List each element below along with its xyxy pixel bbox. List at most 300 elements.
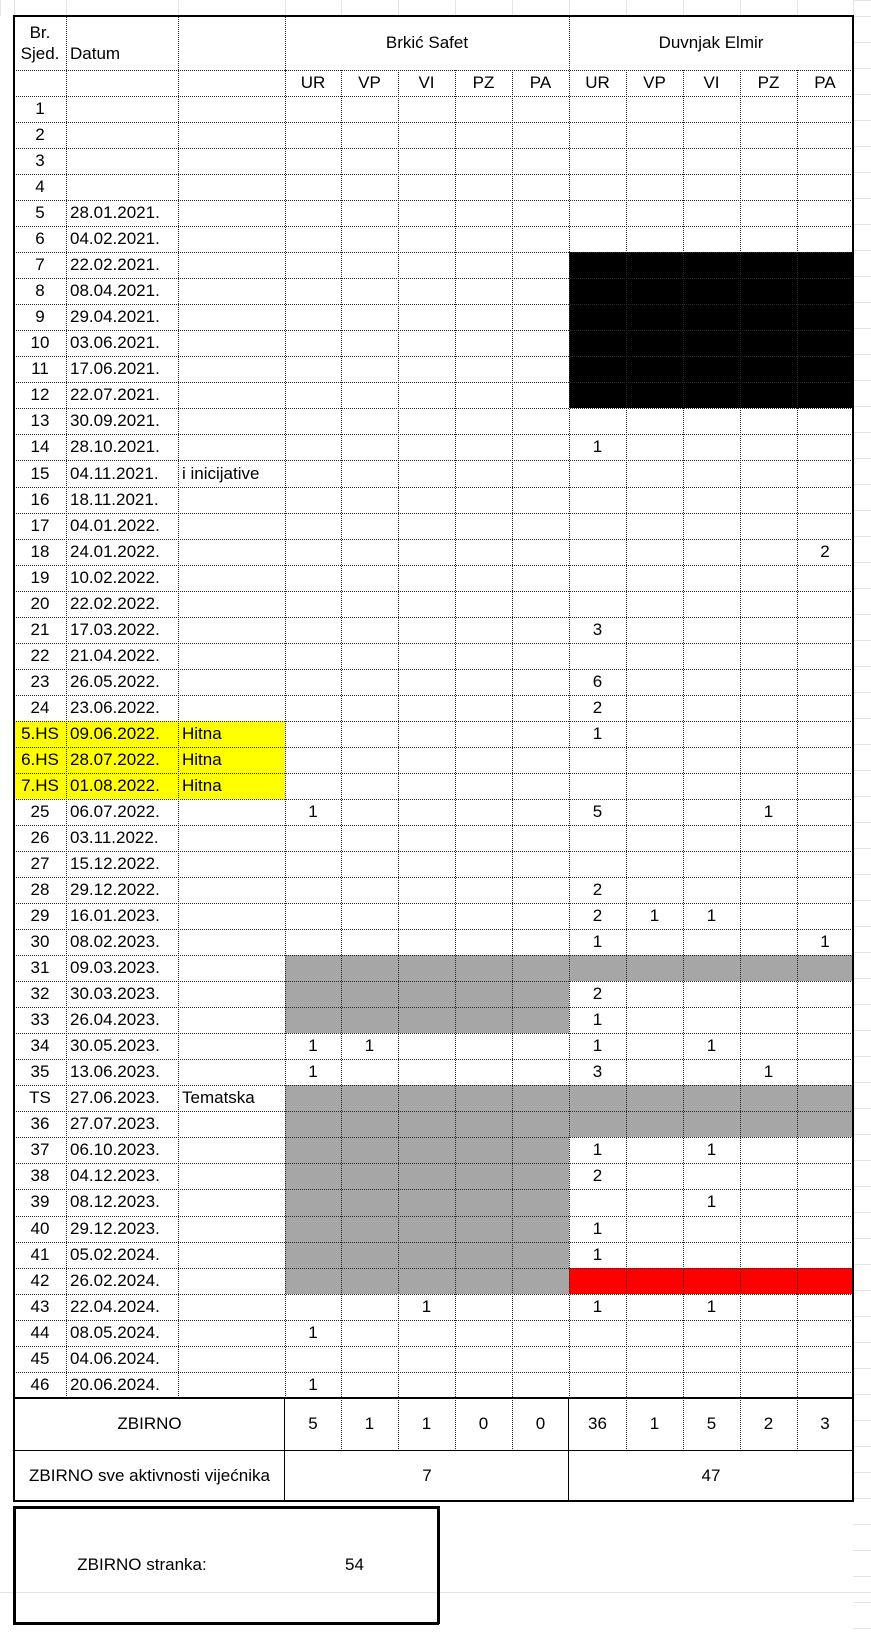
session-number: 29 bbox=[30, 906, 50, 926]
sheet-gridline bbox=[853, 1394, 871, 1395]
grid-line bbox=[14, 1216, 853, 1217]
sheet-gridline bbox=[178, 0, 179, 16]
sheet-gridline bbox=[853, 770, 871, 771]
grid-line bbox=[14, 851, 853, 852]
duvnjak-fill bbox=[569, 304, 853, 330]
brkic-value: 1 bbox=[308, 1062, 318, 1082]
grid-line bbox=[14, 304, 853, 305]
session-date: 03.06.2021. bbox=[70, 333, 160, 353]
sheet-gridline bbox=[853, 0, 854, 16]
duvnjak-fill bbox=[569, 356, 853, 382]
duvnjak-fill bbox=[569, 278, 853, 304]
session-number: 42 bbox=[30, 1270, 50, 1290]
border-line bbox=[13, 1397, 854, 1399]
sheet-gridline bbox=[853, 1238, 871, 1239]
sheet-gridline bbox=[398, 0, 399, 16]
grid-line bbox=[285, 16, 286, 1398]
grid-line bbox=[14, 773, 853, 774]
session-date: 22.04.2024. bbox=[70, 1296, 160, 1316]
brkic-fill bbox=[285, 1242, 569, 1268]
sheet-gridline bbox=[626, 0, 627, 16]
grid-line bbox=[14, 1137, 853, 1138]
session-note bbox=[178, 1346, 285, 1372]
sheet-gridline bbox=[853, 1472, 871, 1473]
session-date: 22.07.2021. bbox=[70, 385, 160, 405]
session-note bbox=[178, 304, 285, 330]
session-number: 17 bbox=[30, 515, 50, 535]
grid-line bbox=[14, 148, 853, 149]
sheet-gridline bbox=[853, 1082, 871, 1083]
session-number: 19 bbox=[30, 567, 50, 587]
sheet-gridline bbox=[512, 0, 513, 16]
header-subcol-ur: UR bbox=[585, 73, 610, 92]
session-date: 27.07.2023. bbox=[70, 1114, 160, 1134]
session-note bbox=[178, 252, 285, 278]
sheet-gridline bbox=[853, 146, 871, 147]
duvnjak-fill bbox=[569, 382, 853, 408]
sheet-gridline bbox=[853, 354, 871, 355]
border-line bbox=[13, 15, 854, 17]
duvnjak-value: 2 bbox=[592, 880, 603, 900]
sheet-gridline bbox=[853, 120, 871, 121]
duvnjak-value: 1 bbox=[706, 1192, 717, 1212]
session-number: 12 bbox=[30, 385, 50, 405]
session-note bbox=[178, 382, 285, 408]
grid-line bbox=[14, 434, 853, 435]
grid-line bbox=[14, 330, 853, 331]
sheet-gridline bbox=[853, 926, 871, 927]
session-note bbox=[178, 434, 285, 460]
session-number: 46 bbox=[30, 1374, 50, 1394]
session-date: 18.11.2021. bbox=[70, 489, 159, 509]
totals-label: ZBIRNO bbox=[117, 1414, 182, 1434]
sheet-gridline bbox=[853, 16, 871, 17]
sheet-gridline bbox=[853, 1290, 871, 1291]
session-note bbox=[178, 1189, 285, 1215]
session-date: 30.09.2021. bbox=[70, 411, 160, 431]
grid-line bbox=[14, 1059, 853, 1060]
session-date: 26.04.2023. bbox=[70, 1010, 160, 1030]
sheet-gridline bbox=[853, 1264, 871, 1265]
duvnjak-value: 3 bbox=[592, 619, 603, 639]
session-date: 24.01.2022. bbox=[70, 541, 160, 561]
sheet-gridline bbox=[853, 1550, 871, 1551]
sheet-gridline bbox=[853, 874, 871, 875]
session-note bbox=[178, 330, 285, 356]
session-date: 03.11.2022. bbox=[70, 827, 159, 847]
grid-line bbox=[14, 669, 853, 670]
session-number: 28 bbox=[30, 880, 50, 900]
session-date: 28.01.2021. bbox=[70, 203, 160, 223]
grid-line bbox=[14, 382, 853, 383]
header-councillor-duvnjak: Duvnjak Elmir bbox=[658, 33, 764, 52]
session-date: 30.05.2023. bbox=[70, 1036, 160, 1056]
grid-line bbox=[455, 70, 456, 1451]
sheet-gridline bbox=[853, 1108, 871, 1109]
sheet-gridline bbox=[66, 0, 67, 16]
session-date: 04.02.2021. bbox=[70, 229, 160, 249]
session-number: 33 bbox=[30, 1010, 50, 1030]
session-date: 08.02.2023. bbox=[70, 932, 160, 952]
party-total-value: 54 bbox=[345, 1554, 364, 1574]
session-number: 1 bbox=[35, 99, 45, 119]
session-number: 7 bbox=[35, 255, 45, 275]
duvnjak-fill bbox=[569, 955, 853, 981]
sheet-gridline bbox=[853, 978, 871, 979]
brkic-fill bbox=[285, 1137, 569, 1163]
sheet-gridline bbox=[683, 0, 684, 16]
grid-line bbox=[14, 643, 853, 644]
session-number: 38 bbox=[30, 1166, 50, 1186]
session-note bbox=[178, 1137, 285, 1163]
duvnjak-value: 1 bbox=[706, 1140, 717, 1160]
sheet-gridline bbox=[853, 172, 871, 173]
sheet-gridline bbox=[740, 0, 741, 16]
session-date bbox=[66, 148, 178, 174]
session-number: 37 bbox=[30, 1140, 50, 1160]
grid-line bbox=[683, 70, 684, 1451]
grid-line bbox=[14, 1268, 853, 1269]
grid-line bbox=[14, 226, 853, 227]
session-date: 06.07.2022. bbox=[70, 801, 160, 821]
brkic-total: 0 bbox=[535, 1414, 546, 1434]
session-number: 26 bbox=[30, 827, 50, 847]
session-note bbox=[178, 643, 285, 669]
grid-line bbox=[14, 1189, 853, 1190]
sheet-gridline bbox=[853, 744, 871, 745]
grid-line bbox=[14, 929, 853, 930]
sheet-gridline bbox=[853, 1368, 871, 1369]
brkic-value: 1 bbox=[308, 801, 318, 821]
sheet-gridline bbox=[455, 0, 456, 16]
session-number: 14 bbox=[30, 437, 50, 457]
sheet-gridline bbox=[853, 562, 871, 563]
session-note bbox=[178, 1268, 285, 1294]
brkic-total: 1 bbox=[421, 1414, 432, 1434]
grid-line bbox=[14, 799, 853, 800]
border-line bbox=[13, 1506, 16, 1624]
session-number: 16 bbox=[30, 489, 50, 509]
sheet-gridline bbox=[853, 692, 871, 693]
session-date: 17.03.2022. bbox=[70, 619, 160, 639]
grid-line bbox=[341, 70, 342, 1451]
session-date: 21.04.2022. bbox=[70, 645, 160, 665]
duvnjak-total: 3 bbox=[820, 1414, 830, 1434]
duvnjak-total: 36 bbox=[588, 1414, 607, 1434]
duvnjak-value: 2 bbox=[820, 541, 830, 561]
sheet-gridline bbox=[853, 0, 871, 1]
duvnjak-value: 1 bbox=[820, 932, 830, 952]
grid-line bbox=[14, 1346, 853, 1347]
duvnjak-value: 1 bbox=[706, 1296, 717, 1316]
session-number: 10 bbox=[30, 333, 50, 353]
session-date: 22.02.2022. bbox=[70, 593, 160, 613]
grid-line bbox=[14, 122, 853, 123]
session-number: 45 bbox=[30, 1348, 50, 1368]
session-note bbox=[178, 1294, 285, 1320]
session-number: 15 bbox=[30, 463, 50, 483]
session-date: 06.10.2023. bbox=[70, 1140, 160, 1160]
grid-line bbox=[740, 70, 741, 1451]
header-subcol-pa: PA bbox=[814, 73, 836, 92]
session-number: 9 bbox=[35, 307, 45, 327]
brkic-fill bbox=[285, 1268, 569, 1294]
session-date: 08.12.2023. bbox=[70, 1192, 160, 1212]
session-note bbox=[178, 1242, 285, 1268]
session-note bbox=[178, 903, 285, 929]
grid-line bbox=[14, 1242, 853, 1243]
session-date: 28.07.2022. bbox=[70, 749, 160, 769]
duvnjak-fill bbox=[569, 330, 853, 356]
brkic-fill bbox=[285, 955, 569, 981]
brkic-total: 5 bbox=[308, 1414, 318, 1434]
grid-line bbox=[797, 70, 798, 1451]
session-date: 29.04.2021. bbox=[70, 307, 160, 327]
session-number: 5.HS bbox=[21, 723, 59, 743]
sheet-gridline bbox=[853, 614, 871, 615]
session-note bbox=[178, 1372, 285, 1398]
grid-line bbox=[14, 695, 853, 696]
duvnjak-value: 1 bbox=[592, 1218, 603, 1238]
session-note bbox=[178, 981, 285, 1007]
duvnjak-value: 1 bbox=[706, 906, 717, 926]
sheet-gridline bbox=[853, 1056, 871, 1057]
session-note bbox=[178, 96, 285, 122]
sheet-gridline bbox=[853, 484, 871, 485]
session-number: 5 bbox=[35, 203, 45, 223]
grid-line bbox=[14, 1111, 853, 1112]
sheet-gridline bbox=[853, 198, 871, 199]
grid-line bbox=[14, 1163, 853, 1164]
session-note bbox=[178, 1216, 285, 1242]
session-note bbox=[178, 825, 285, 851]
brkic-fill bbox=[285, 1111, 569, 1137]
brkic-all-activities: 7 bbox=[422, 1465, 432, 1485]
grid-line bbox=[626, 70, 627, 1451]
duvnjak-total: 1 bbox=[649, 1414, 660, 1434]
duvnjak-value: 2 bbox=[592, 906, 603, 926]
duvnjak-value: 6 bbox=[592, 671, 603, 691]
header-session-number: Br. Sjed. bbox=[20, 23, 60, 63]
sheet-gridline bbox=[853, 406, 871, 407]
session-number: 40 bbox=[30, 1218, 50, 1238]
header-councillor-brkic: Brkić Safet bbox=[385, 33, 469, 52]
header-subcol-ur: UR bbox=[300, 73, 326, 92]
session-date: 29.12.2022. bbox=[70, 880, 160, 900]
session-note: Hitna bbox=[182, 723, 222, 743]
session-date: 16.01.2023. bbox=[70, 906, 160, 926]
grid-line bbox=[569, 16, 570, 1398]
session-date: 30.03.2023. bbox=[70, 984, 160, 1004]
grid-line bbox=[14, 591, 853, 592]
sheet-gridline bbox=[853, 1446, 871, 1447]
grid-line bbox=[14, 539, 853, 540]
session-date bbox=[66, 122, 178, 148]
border-line bbox=[568, 1397, 569, 1501]
brkic-value: 1 bbox=[364, 1036, 375, 1056]
brkic-fill bbox=[285, 1007, 569, 1033]
border-line bbox=[13, 15, 15, 1502]
session-number: 32 bbox=[30, 984, 50, 1004]
session-note bbox=[178, 1059, 285, 1085]
sheet-gridline bbox=[853, 1576, 871, 1577]
brkic-value: 1 bbox=[308, 1036, 318, 1056]
sheet-gridline bbox=[853, 276, 871, 277]
grid-line bbox=[14, 825, 853, 826]
session-number: 3 bbox=[35, 151, 45, 171]
duvnjak-value: 1 bbox=[592, 1010, 603, 1030]
duvnjak-fill bbox=[569, 252, 853, 278]
session-number: 44 bbox=[30, 1322, 50, 1342]
session-note bbox=[178, 877, 285, 903]
grid-line bbox=[14, 460, 853, 461]
duvnjak-value: 3 bbox=[592, 1062, 603, 1082]
session-date bbox=[66, 96, 178, 122]
grid-line bbox=[14, 70, 285, 71]
duvnjak-value: 1 bbox=[592, 1036, 603, 1056]
duvnjak-value: 1 bbox=[592, 437, 603, 457]
brkic-fill bbox=[285, 1189, 569, 1215]
sheet-gridline bbox=[853, 68, 871, 69]
header-date: Datum bbox=[70, 44, 121, 63]
session-note: Hitna bbox=[182, 775, 222, 795]
session-note bbox=[178, 591, 285, 617]
sheet-gridline bbox=[853, 250, 871, 251]
grid-line bbox=[14, 1372, 853, 1373]
session-number: 36 bbox=[30, 1114, 50, 1134]
session-note bbox=[178, 929, 285, 955]
sheet-gridline bbox=[285, 0, 286, 16]
session-date: 09.03.2023. bbox=[70, 958, 160, 978]
session-number: 24 bbox=[30, 697, 50, 717]
sheet-gridline bbox=[853, 1212, 871, 1213]
sheet-gridline bbox=[853, 1420, 871, 1421]
sheet-gridline bbox=[853, 796, 871, 797]
brkic-value: 1 bbox=[421, 1296, 432, 1316]
brkic-total: 1 bbox=[364, 1414, 375, 1434]
sheet-gridline bbox=[853, 1134, 871, 1135]
grid-line bbox=[14, 96, 853, 97]
duvnjak-value: 1 bbox=[706, 1036, 717, 1056]
brkic-value: 1 bbox=[308, 1374, 318, 1394]
sheet-gridline bbox=[853, 1316, 871, 1317]
brkic-fill bbox=[285, 1163, 569, 1189]
border-line bbox=[13, 1500, 854, 1502]
header-subcol-vp: VP bbox=[643, 73, 666, 92]
sheet-gridline bbox=[853, 952, 871, 953]
sheet-gridline bbox=[853, 302, 871, 303]
session-number: 35 bbox=[30, 1062, 50, 1082]
session-date: 26.02.2024. bbox=[70, 1270, 160, 1290]
session-number: 27 bbox=[30, 854, 50, 874]
header-subcol-vi: VI bbox=[703, 73, 720, 92]
sheet-gridline bbox=[853, 588, 871, 589]
session-note bbox=[178, 617, 285, 643]
grid-line bbox=[14, 1085, 853, 1086]
session-note bbox=[178, 1033, 285, 1059]
session-note bbox=[178, 513, 285, 539]
duvnjak-fill bbox=[569, 1111, 853, 1137]
duvnjak-value: 2 bbox=[592, 984, 603, 1004]
sheet-gridline bbox=[14, 0, 15, 16]
sheet-gridline bbox=[569, 0, 570, 16]
session-date: 09.06.2022. bbox=[70, 723, 160, 743]
session-note bbox=[178, 148, 285, 174]
duvnjak-value: 1 bbox=[763, 801, 774, 821]
session-number: TS bbox=[29, 1088, 51, 1108]
grid-line bbox=[178, 16, 179, 1398]
sheet-gridline bbox=[853, 42, 871, 43]
grid-line bbox=[14, 1320, 853, 1321]
session-date: 10.02.2022. bbox=[70, 567, 160, 587]
header-subcol-pz: PZ bbox=[472, 73, 495, 92]
session-date: 04.11.2021. bbox=[70, 463, 159, 483]
brkic-value: 1 bbox=[308, 1322, 318, 1342]
sheet-gridline bbox=[853, 458, 871, 459]
sheet-gridline bbox=[853, 380, 871, 381]
duvnjak-total: 5 bbox=[706, 1414, 717, 1434]
session-number: 41 bbox=[30, 1244, 50, 1264]
border-line bbox=[13, 1506, 439, 1509]
grid-line bbox=[14, 903, 853, 904]
session-note bbox=[178, 1111, 285, 1137]
session-note bbox=[178, 200, 285, 226]
grid-line bbox=[14, 721, 853, 722]
session-date bbox=[66, 174, 178, 200]
sheet-gridline bbox=[853, 1160, 871, 1161]
sheet-gridline bbox=[0, 0, 1, 16]
sheet-gridline bbox=[853, 666, 871, 667]
sheet-gridline bbox=[853, 1498, 871, 1499]
session-date: 22.02.2021. bbox=[70, 255, 160, 275]
session-number: 4 bbox=[35, 177, 45, 197]
session-number: 7.HS bbox=[21, 775, 59, 795]
session-number: 18 bbox=[30, 541, 50, 561]
session-note bbox=[178, 1163, 285, 1189]
session-date: 26.05.2022. bbox=[70, 671, 160, 691]
sheet-gridline bbox=[853, 94, 871, 95]
session-number: 23 bbox=[30, 671, 50, 691]
session-date: 29.12.2023. bbox=[70, 1218, 160, 1238]
brkic-fill bbox=[285, 1085, 569, 1111]
grid-line bbox=[14, 981, 853, 982]
session-note bbox=[178, 174, 285, 200]
grid-line bbox=[14, 877, 853, 878]
sheet-gridline bbox=[853, 822, 871, 823]
sheet-gridline bbox=[853, 848, 871, 849]
session-date: 04.06.2024. bbox=[70, 1348, 160, 1368]
session-note bbox=[178, 408, 285, 434]
session-date: 28.10.2021. bbox=[70, 437, 160, 457]
sheet-gridline bbox=[853, 328, 871, 329]
session-note bbox=[178, 226, 285, 252]
grid-line bbox=[512, 70, 513, 1451]
session-note bbox=[178, 278, 285, 304]
session-number: 6.HS bbox=[21, 749, 59, 769]
duvnjak-value: 1 bbox=[592, 1140, 603, 1160]
brkic-fill bbox=[285, 1216, 569, 1242]
sheet-gridline bbox=[853, 224, 871, 225]
session-date: 05.02.2024. bbox=[70, 1244, 160, 1264]
duvnjak-value: 1 bbox=[592, 1244, 603, 1264]
duvnjak-value: 1 bbox=[592, 932, 603, 952]
session-note: Hitna bbox=[182, 749, 222, 769]
session-note bbox=[178, 487, 285, 513]
grid-line bbox=[398, 70, 399, 1451]
grid-line bbox=[14, 1007, 853, 1008]
grid-line bbox=[14, 513, 853, 514]
all-activities-label: ZBIRNO sve aktivnosti vijećnika bbox=[29, 1465, 270, 1485]
